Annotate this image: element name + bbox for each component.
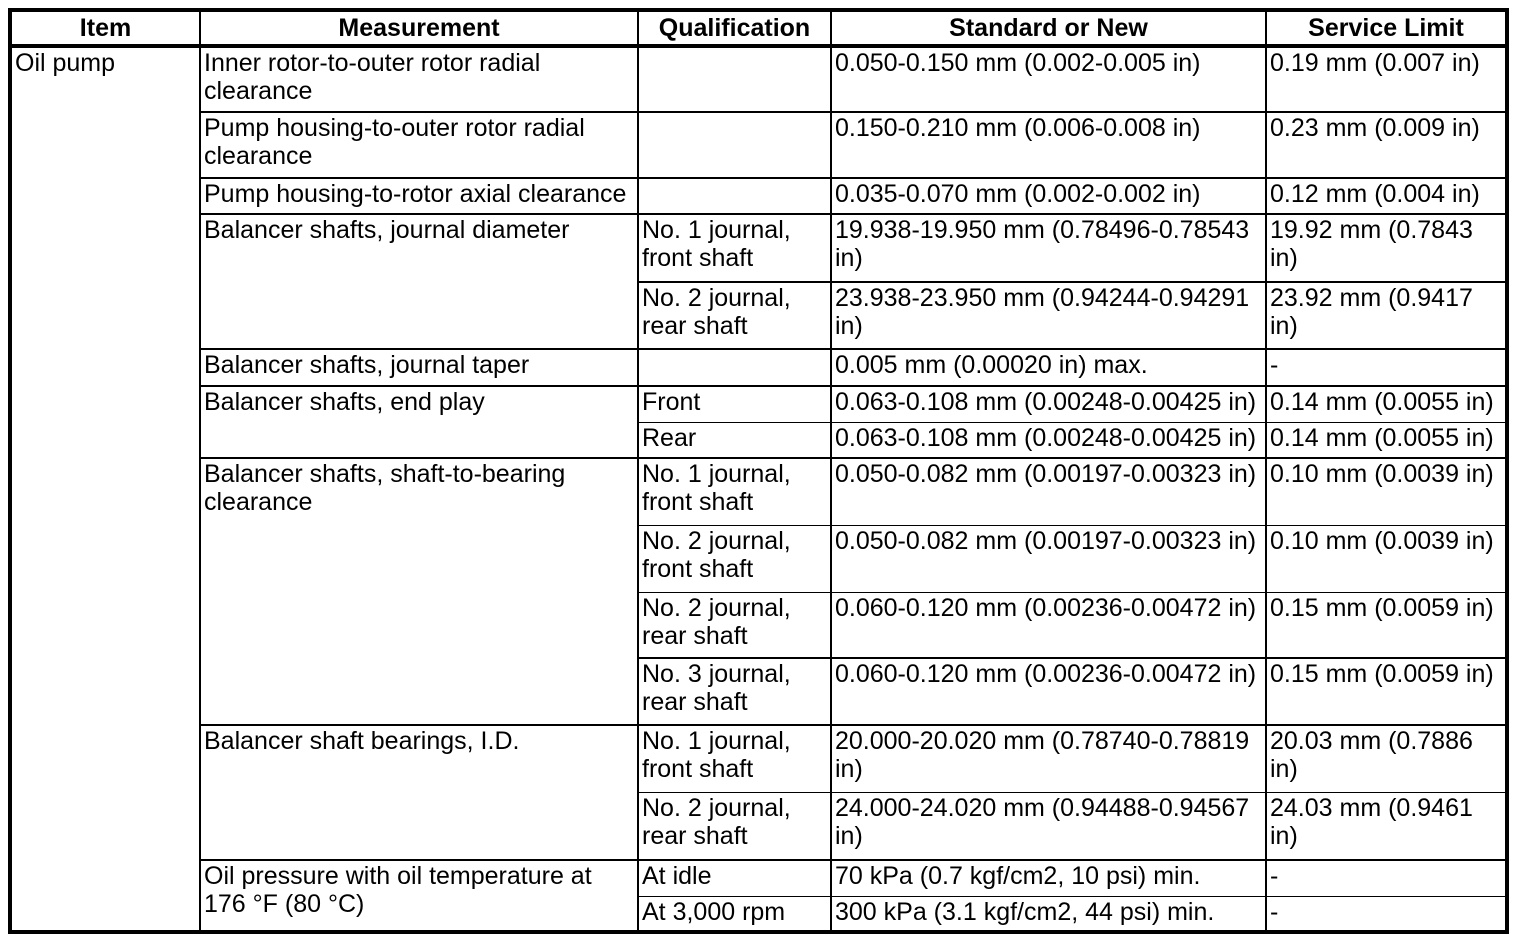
- standard-cell: 0.050-0.082 mm (0.00197-0.00323 in): [831, 458, 1266, 525]
- standard-cell: 70 kPa (0.7 kgf/cm2, 10 psi) min.: [831, 860, 1266, 896]
- qualification-cell: Rear: [638, 422, 831, 458]
- qualification-cell: No. 2 journal, rear shaft: [638, 282, 831, 349]
- table-row: [10, 386, 1507, 422]
- standard-cell: 20.000-20.020 mm (0.78740-0.78819 in): [831, 725, 1266, 792]
- service-limit-cell: 0.23 mm (0.009 in): [1266, 112, 1507, 178]
- table-row: [10, 860, 1507, 896]
- standard-cell: 0.005 mm (0.00020 in) max.: [831, 349, 1266, 386]
- measurement-cell: Pump housing-to-outer rotor radial clearance: [200, 112, 638, 178]
- standard-cell: 300 kPa (3.1 kgf/cm2, 44 psi) min.: [831, 896, 1266, 932]
- table-row: [10, 46, 1507, 112]
- oil-pump-specifications-table: [8, 8, 1509, 934]
- qualification-cell: [638, 349, 831, 386]
- standard-cell: 0.063-0.108 mm (0.00248-0.00425 in): [831, 386, 1266, 422]
- service-limit-cell: 23.92 mm (0.9417 in): [1266, 282, 1507, 349]
- measurement-cell: Oil pressure with oil temperature at 176 °F (80 °C): [200, 860, 638, 932]
- measurement-cell: Balancer shaft bearings, I.D.: [200, 725, 638, 860]
- qualification-cell: No. 2 journal, front shaft: [638, 525, 831, 592]
- standard-cell: 0.050-0.150 mm (0.002-0.005 in): [831, 46, 1266, 112]
- header-row: [10, 10, 1507, 46]
- service-limit-cell: 0.15 mm (0.0059 in): [1266, 658, 1507, 725]
- service-limit-cell: 0.19 mm (0.007 in): [1266, 46, 1507, 112]
- qualification-cell: [638, 112, 831, 178]
- standard-cell: 19.938-19.950 mm (0.78496-0.78543 in): [831, 214, 1266, 282]
- table-row: [10, 725, 1507, 792]
- service-limit-cell: 0.15 mm (0.0059 in): [1266, 592, 1507, 658]
- col-header-standard-or-new: Standard or New: [831, 10, 1266, 46]
- measurement-cell: Balancer shafts, end play: [200, 386, 638, 458]
- standard-cell: 0.063-0.108 mm (0.00248-0.00425 in): [831, 422, 1266, 458]
- table-row: [10, 458, 1507, 525]
- service-limit-cell: -: [1266, 349, 1507, 386]
- qualification-cell: No. 2 journal, rear shaft: [638, 592, 831, 658]
- measurement-cell: Inner rotor-to-outer rotor radial clearance: [200, 46, 638, 112]
- col-header-service-limit: Service Limit: [1266, 10, 1507, 46]
- qualification-cell: [638, 46, 831, 112]
- table-row: [10, 178, 1507, 214]
- col-header-measurement: Measurement: [200, 10, 638, 46]
- service-limit-cell: 0.10 mm (0.0039 in): [1266, 525, 1507, 592]
- table-row: [10, 214, 1507, 282]
- table-row: [10, 112, 1507, 178]
- standard-cell: 24.000-24.020 mm (0.94488-0.94567 in): [831, 792, 1266, 860]
- service-limit-cell: 24.03 mm (0.9461 in): [1266, 792, 1507, 860]
- measurement-cell: Balancer shafts, shaft-to-bearing clearance: [200, 458, 638, 725]
- standard-cell: 0.060-0.120 mm (0.00236-0.00472 in): [831, 592, 1266, 658]
- service-limit-cell: -: [1266, 860, 1507, 896]
- measurement-cell: Balancer shafts, journal diameter: [200, 214, 638, 349]
- qualification-cell: No. 1 journal, front shaft: [638, 458, 831, 525]
- standard-cell: 23.938-23.950 mm (0.94244-0.94291 in): [831, 282, 1266, 349]
- qualification-cell: No. 3 journal, rear shaft: [638, 658, 831, 725]
- standard-cell: 0.050-0.082 mm (0.00197-0.00323 in): [831, 525, 1266, 592]
- qualification-cell: [638, 178, 831, 214]
- measurement-cell: Balancer shafts, journal taper: [200, 349, 638, 386]
- qualification-cell: No. 1 journal, front shaft: [638, 725, 831, 792]
- standard-cell: 0.060-0.120 mm (0.00236-0.00472 in): [831, 658, 1266, 725]
- qualification-cell: Front: [638, 386, 831, 422]
- table-row: [10, 349, 1507, 386]
- qualification-cell: At 3,000 rpm: [638, 896, 831, 932]
- service-limit-cell: 0.10 mm (0.0039 in): [1266, 458, 1507, 525]
- standard-cell: 0.150-0.210 mm (0.006-0.008 in): [831, 112, 1266, 178]
- service-limit-cell: 0.14 mm (0.0055 in): [1266, 386, 1507, 422]
- qualification-cell: No. 2 journal, rear shaft: [638, 792, 831, 860]
- service-limit-cell: -: [1266, 896, 1507, 932]
- col-header-item: Item: [10, 10, 200, 46]
- service-limit-cell: 19.92 mm (0.7843 in): [1266, 214, 1507, 282]
- standard-cell: 0.035-0.070 mm (0.002-0.002 in): [831, 178, 1266, 214]
- service-limit-cell: 0.14 mm (0.0055 in): [1266, 422, 1507, 458]
- measurement-cell: Pump housing-to-rotor axial clearance: [200, 178, 638, 214]
- service-limit-cell: 20.03 mm (0.7886 in): [1266, 725, 1507, 792]
- col-header-qualification: Qualification: [638, 10, 831, 46]
- qualification-cell: At idle: [638, 860, 831, 896]
- qualification-cell: No. 1 journal, front shaft: [638, 214, 831, 282]
- service-limit-cell: 0.12 mm (0.004 in): [1266, 178, 1507, 214]
- item-cell: Oil pump: [10, 46, 200, 932]
